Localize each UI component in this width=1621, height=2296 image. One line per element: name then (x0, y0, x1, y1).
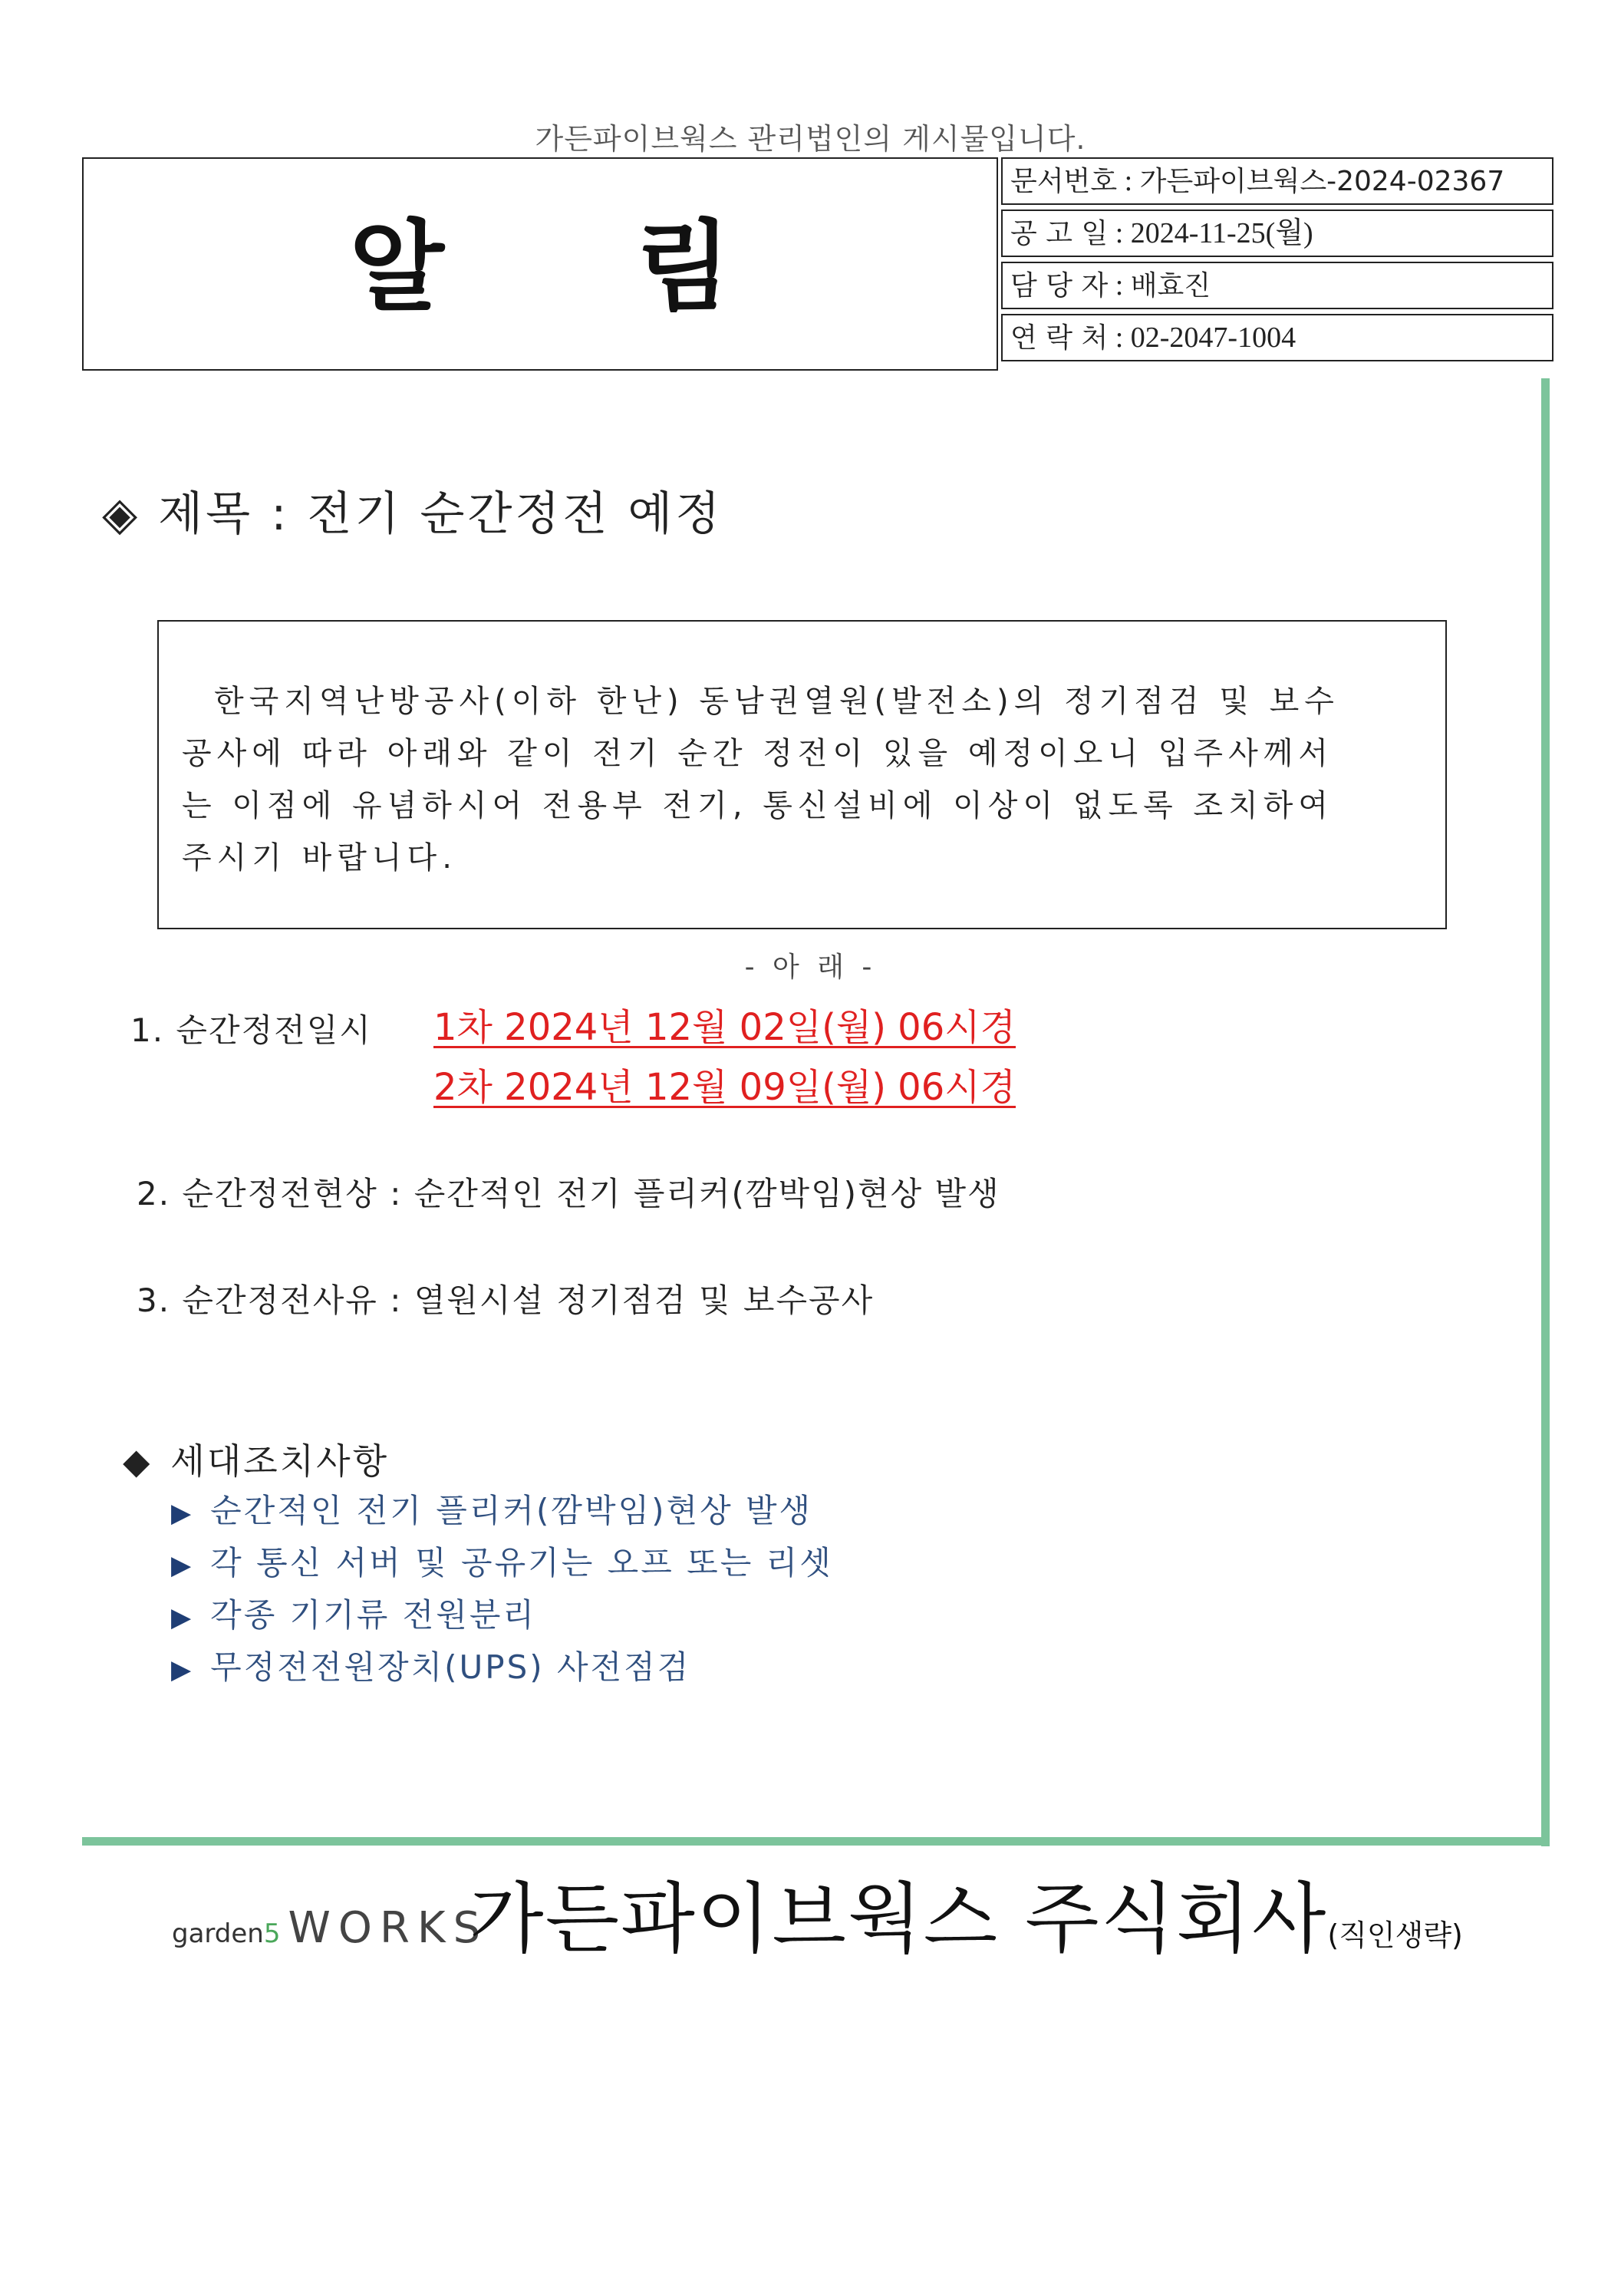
meta-value: 02-2047-1004 (1130, 322, 1296, 354)
measure-item-label: 순간적인 전기 플리커(깜박임)현상 발생 (210, 1492, 813, 1529)
intro-box (157, 620, 1447, 929)
diamond-icon: ◆ (123, 1440, 153, 1482)
logo-garden-text: garden (172, 1918, 264, 1949)
garden5-works-logo (172, 1903, 488, 1953)
logo-five-text: 5 (263, 1918, 281, 1949)
company-name-text: 가든파이브웍스 주식회사 (469, 1874, 1328, 1964)
title-left-char: 알 (349, 210, 444, 325)
measure-item-label: 각종 기기류 전원분리 (210, 1596, 537, 1634)
item2-text: 2. 순간정전현상 : 순간적인 전기 플리커(깜박임)현상 발생 (137, 1175, 1000, 1212)
measure-item (171, 1590, 536, 1636)
triangle-right-icon: ▶ (171, 1602, 194, 1633)
title-right-char: 림 (636, 210, 731, 325)
measure-item (171, 1486, 812, 1532)
meta-value: 가든파이브웍스-2024-02367 (1139, 166, 1505, 197)
meta-label: 담 당 자 (1010, 270, 1109, 302)
meta-notice-date: 공 고 일 : 2024-11-25(월) (1001, 209, 1553, 257)
measure-item (171, 1538, 833, 1584)
intro-line: 공사에 따라 아래와 같이 전기 순간 정전이 있을 예정이오니 입주사께서 (182, 736, 1333, 771)
meta-label: 연 락 처 (1010, 322, 1109, 354)
item1-date-1: 1차 2024년 12월 02일(월) 06시경 (433, 1006, 1016, 1049)
intro-line: 한국지역난방공사(이하 한난) 동남권열원(발전소)의 정기점검 및 보수 (214, 684, 1339, 719)
company-name (469, 1857, 1463, 1968)
intro-line: 주시기 바랍니다. (182, 840, 457, 876)
seal-note: (직인생략) (1327, 1918, 1463, 1952)
meta-manager: 담 당 자 : 배효진 (1001, 262, 1553, 309)
triangle-right-icon: ▶ (171, 1550, 194, 1581)
meta-doc-number: 문서번호 : 가든파이브웍스-2024-02367 (1001, 157, 1553, 205)
item3-text: 3. 순간정전사유 : 열원시설 정기점검 및 보수공사 (137, 1282, 875, 1319)
measure-item-label: 각 통신 서버 및 공유기는 오프 또는 리셋 (210, 1544, 833, 1582)
measures-heading-label: 세대조치사항 (170, 1440, 390, 1482)
arae-label: - 아 래 - (744, 952, 877, 983)
top-note: 가든파이브웍스 관리법인의 게시물입니다. (535, 122, 1086, 156)
meta-contact: 연 락 처 : 02-2047-1004 (1001, 314, 1553, 361)
meta-label: 공 고 일 (1010, 218, 1109, 249)
document-title (84, 188, 997, 329)
meta-value: 2024-11-25(월) (1130, 217, 1313, 249)
frame-right-line (1541, 378, 1550, 1846)
intro-line: 는 이점에 유념하시어 전용부 전기, 통신설비에 이상이 없도록 조치하여 (182, 788, 1333, 823)
item1-label: 1. 순간정전일시 (130, 1011, 372, 1049)
triangle-right-icon: ▶ (171, 1498, 194, 1529)
item1-date-2: 2차 2024년 12월 09일(월) 06시경 (433, 1066, 1016, 1109)
triangle-right-icon: ▶ (171, 1654, 194, 1685)
frame-bottom-line (82, 1837, 1550, 1846)
measure-item-label: 무정전전원장치(UPS) 사전점검 (210, 1648, 691, 1686)
measure-item (171, 1642, 690, 1688)
title-box (82, 157, 998, 371)
subject-heading: ◈ 제목 : 전기 순간정전 예정 (102, 487, 723, 541)
logo-works-text: WORKS (288, 1903, 489, 1953)
meta-label: 문서번호 (1010, 166, 1118, 197)
measures-heading (123, 1433, 389, 1484)
meta-value: 배효진 (1130, 270, 1211, 302)
